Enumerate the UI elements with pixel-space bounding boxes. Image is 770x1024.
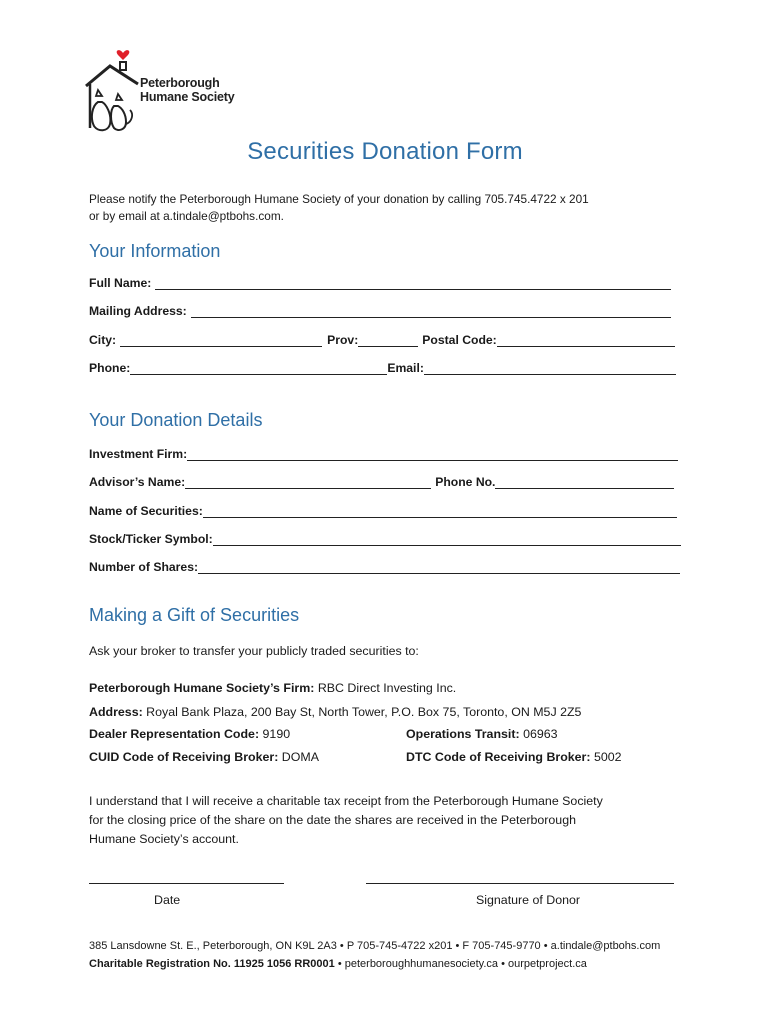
- understand-line1: I understand that I will receive a charitable tax receipt from the Peterborough Humane Society: [89, 794, 603, 808]
- transit-value: 06963: [523, 727, 558, 741]
- ask-broker-text: Ask your broker to transfer your publicly traded securities to:: [89, 644, 419, 658]
- dealer-value: 9190: [262, 727, 291, 741]
- phone-email-row: [89, 359, 676, 375]
- signature-line[interactable]: [366, 882, 674, 884]
- address-label: Address:: [89, 705, 143, 719]
- transit-line: [406, 727, 558, 741]
- dealer-code-line: [89, 727, 290, 741]
- advisor-name-line[interactable]: [185, 476, 431, 489]
- intro-line2: or by email at a.tindale@ptbohs.com.: [89, 209, 284, 223]
- footer-registration: [89, 958, 587, 970]
- registration-label: Charitable Registration No. 11925 1056 RR0001: [89, 958, 335, 970]
- dealer-label: Dealer Representation Code:: [89, 727, 260, 741]
- city-line[interactable]: [120, 334, 322, 347]
- firm-line: [89, 681, 456, 695]
- number-of-shares-label: Number of Shares:: [89, 560, 199, 574]
- section-heading-donation-details: Your Donation Details: [89, 410, 263, 430]
- prov-label: Prov:: [327, 333, 359, 347]
- email-line[interactable]: [424, 362, 676, 375]
- ticker-label: Stock/Ticker Symbol:: [89, 532, 213, 546]
- understand-paragraph: [89, 792, 603, 849]
- full-name-line[interactable]: [155, 277, 671, 290]
- email-label: Email:: [387, 361, 424, 375]
- investment-firm-field[interactable]: [89, 445, 678, 461]
- firm-label: Peterborough Humane Society’s Firm:: [89, 681, 315, 695]
- intro-line1: Please notify the Peterborough Humane Society of your donation by calling 705.745.4722 x 201: [89, 192, 589, 206]
- address-value: Royal Bank Plaza, 200 Bay St, North Tower, P.O. Box 75, Toronto, ON M5J 2Z5: [146, 705, 582, 719]
- transit-label: Operations Transit:: [406, 727, 520, 741]
- firm-value: RBC Direct Investing Inc.: [317, 681, 457, 695]
- logo-line1: Peterborough: [140, 76, 220, 90]
- mailing-address-field[interactable]: [89, 302, 671, 318]
- number-of-shares-line[interactable]: [198, 561, 680, 574]
- mailing-address-line[interactable]: [191, 305, 671, 318]
- intro-text: [89, 191, 589, 225]
- city-prov-postal-row: [89, 331, 675, 347]
- investment-firm-label: Investment Firm:: [89, 447, 188, 461]
- logo: [80, 44, 250, 136]
- dtc-value: 5002: [593, 750, 622, 764]
- dtc-label: DTC Code of Receiving Broker:: [406, 750, 591, 764]
- name-of-securities-line[interactable]: [203, 505, 677, 518]
- date-line[interactable]: [89, 882, 284, 884]
- section-heading-gift: Making a Gift of Securities: [89, 605, 300, 625]
- understand-line3: Humane Society’s account.: [89, 832, 239, 846]
- logo-text: [140, 76, 234, 104]
- postal-code-label: Postal Code:: [422, 333, 497, 347]
- logo-line2: Humane Society: [140, 90, 235, 104]
- understand-line2: for the closing price of the share on the date the shares are received in the Peterborough: [89, 813, 576, 827]
- prov-line[interactable]: [358, 334, 418, 347]
- cuid-line: [89, 750, 319, 764]
- number-of-shares-field[interactable]: [89, 558, 680, 574]
- ticker-field[interactable]: [89, 530, 681, 546]
- date-caption: Date: [154, 893, 181, 907]
- page-title: Securities Donation Form: [247, 138, 523, 165]
- postal-code-line[interactable]: [497, 334, 675, 347]
- house-pet-logo-icon: [80, 44, 140, 136]
- cuid-label: CUID Code of Receiving Broker:: [89, 750, 279, 764]
- name-of-securities-field[interactable]: [89, 502, 677, 518]
- phone-no-label: Phone No.: [435, 475, 496, 489]
- phone-line[interactable]: [130, 362, 387, 375]
- phone-label: Phone:: [89, 361, 131, 375]
- advisor-phone-row: [89, 473, 674, 489]
- name-of-securities-label: Name of Securities:: [89, 504, 203, 518]
- footer-websites: • peterboroughhumanesociety.ca • ourpetproject.ca: [334, 958, 587, 970]
- mailing-address-label: Mailing Address:: [89, 304, 187, 318]
- city-label: City:: [89, 333, 117, 347]
- cuid-value: DOMA: [281, 750, 319, 764]
- footer-address: 385 Lansdowne St. E., Peterborough, ON K9L 2A3 • P 705-745-4722 x201 • F 705-745-9770 • a.tindale@ptbohs.com: [89, 940, 661, 952]
- full-name-field[interactable]: [89, 274, 671, 290]
- advisor-name-label: Advisor’s Name:: [89, 475, 186, 489]
- phone-no-line[interactable]: [495, 476, 674, 489]
- ticker-line[interactable]: [213, 533, 681, 546]
- full-name-label: Full Name:: [89, 276, 152, 290]
- investment-firm-line[interactable]: [187, 448, 678, 461]
- dtc-line: [406, 750, 622, 764]
- signature-caption: Signature of Donor: [476, 893, 581, 907]
- address-line: [89, 705, 581, 719]
- section-heading-your-information: Your Information: [89, 241, 221, 261]
